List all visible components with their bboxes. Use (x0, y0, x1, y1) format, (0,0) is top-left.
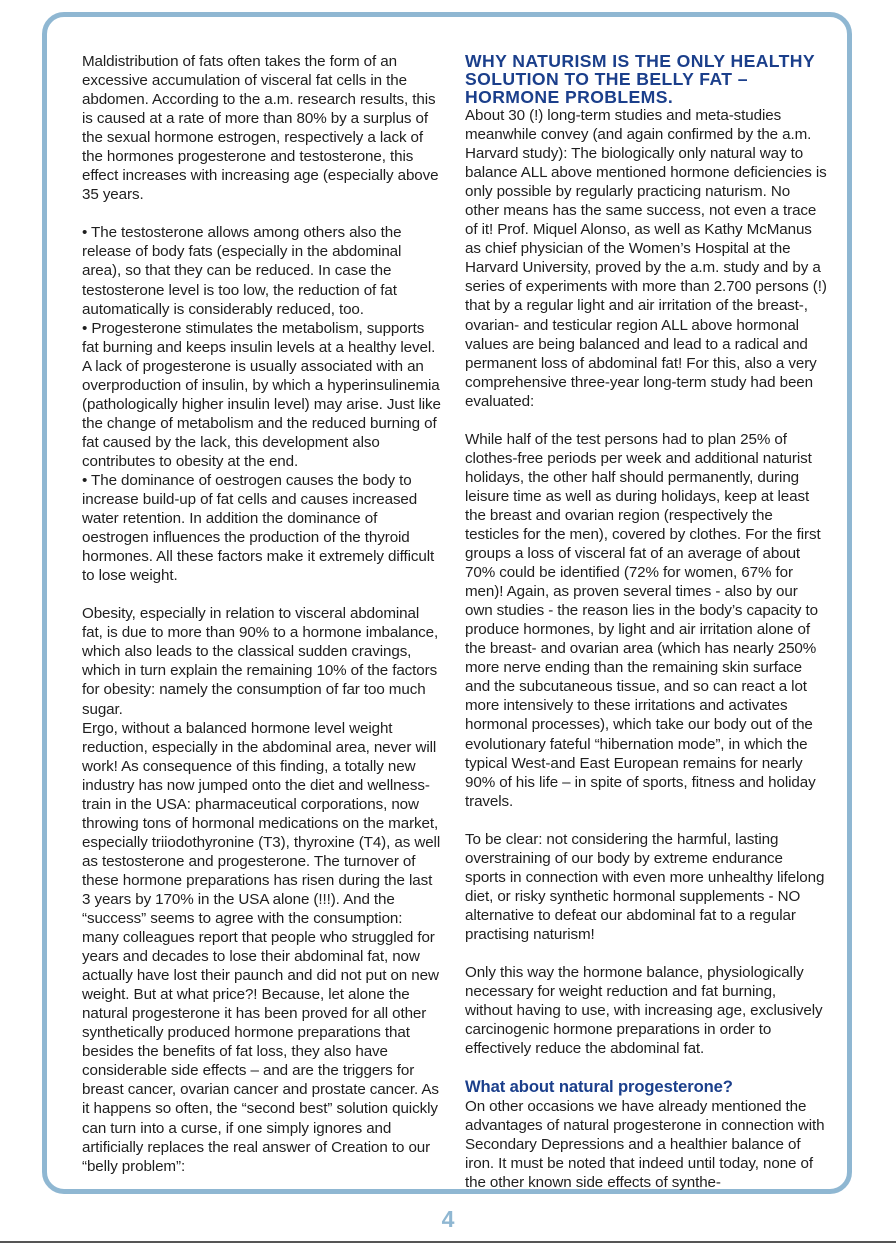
right-paragraph-4: Only this way the hormone balance, physiologically necessary for weight reduction and fat burning, without having to use, with increasing age, exclusively carcinogenic hormone preparations in order to effectively reduce the abdominal fat. (465, 963, 823, 1058)
right-paragraph-5: On other occasions we have already mentioned the advantages of natural progesterone in connection with Secondary Depressions and a healthier balance of iron. It must be noted that indeed until today, none of the other known side effects of synthe- (465, 1098, 825, 1192)
bottom-rule (0, 1241, 896, 1243)
right-paragraph-2: While half of the test persons had to plan 25% of clothes-free periods per week and additional naturist holidays, the other half should permanently, during leisure time as well as during holidays, keep at least the breast and ovarian region (respectively the testicles for the men), covered by clothes. For the first groups a loss of visceral fat of an average of about 70% could be identified (72% for women, 67% for men)! Again, as proven several times - also by our own studies - the reason lies in the body’s capacity to produce hormones, by light and air irritation alone of the breast- and ovarian area (which has nearly 250% more nerve ending than the remaining skin surface and the subcutaneous tissue, and so can react a lot more intensively to these irritations and activates hormonal processes), which take our body out of the evolutionary fateful “hibernation mode”, in which the typical West-and East European remains for nearly 90% of his life – in spite of sports, fitness and holiday travels. (465, 430, 821, 810)
left-column (82, 52, 442, 1195)
right-paragraph-1: About 30 (!) long-term studies and meta-studies meanwhile convey (and again confirmed by the a.m. Harvard study): The biologically only natural way to balance ALL above mentioned hormone deficiencies is only possible by regularly practicing naturism. No other means has the same success, not even a trace of it! Prof. Miquel Alonso, as well as Kathy McManus as chief physician of the Women’s Hospital at the Harvard University, proved by the a.m. study and by a series of experiments with more than 2.700 persons (!) that by a regular light and air irritation of the breast-, ovarian- and testicular region ALL above hormonal values are being balanced and lead to a radical and permanent loss of abdominal fat! For this, also a very comprehensive three-year long-term study had been evaluated: (465, 107, 827, 410)
right-column (465, 52, 827, 1192)
left-paragraph-3: Ergo, without a balanced hormone level weight reduction, especially in the abdominal area, never will work! As consequence of this finding, a totally new industry has now jumped onto the diet and wellness-train in the USA: pharmaceutical corporations, now throwing tons of hormonal medications on the market, especially triiodothyronine (T3), thyroxine (T4), as well as testosterone and progesterone. The turnover of these hormone preparations has risen during the last 3 years by 170% in the USA alone (!!!). And the “success” seems to agree with the consumption: many colleagues report that people who struggled for years and decades to lose their abdominal fat, now actually have lost their paunch and did not put on new weight. But at what price?! Because, let alone the natural progesterone it has been proved for all other synthetically produced hormone preparations that besides the benefits of fat loss, they also have considerable side effects – and are the triggers for breast cancer, ovarian cancer and prostate cancer. As it happens so often, the “second best” solution quickly can turn into a curse, if one simply ignores and artificially replaces the real answer of Creation to our “belly problem”: (82, 719, 441, 1175)
bullet-oestrogen: • The dominance of oestrogen causes the body to increase build-up of fat cells and causes increased water retention. In addition the dominance of oestrogen influences the production of the thyroid hormones. All these factors make it extremely difficult to lose weight. (82, 471, 435, 585)
left-paragraph-2: Obesity, especially in relation to visceral abdominal fat, is due to more than 90% to a hormone imbalance, which also leads to the classical sudden cravings, which in turn explain the remaining 10% of the factors for obesity: namely the consumption of far too much sugar. (82, 605, 439, 718)
section-heading: WHY NATURISM IS THE ONLY HEALTHY SOLUTION TO THE BELLY FAT – HORMONE PROBLEMS. (465, 51, 815, 107)
bullet-testosterone: • The testosterone allows among others also the release of body fats (especially in the abdominal area), so that they can be reduced. In case the testosterone level is too low, the reduction of fat automatically is considerably reduced, too. (82, 224, 402, 318)
bullet-progesterone: • Progesterone stimulates the metabolism, supports fat burning and keeps insulin levels at a healthy level. A lack of progesterone is usually associated with an overproduction of insulin, by which a hyperinsulinemia (pathologically higher insulin level) may arise. Just like the change of metabolism and the reduced burning of fat caused by the lack, this development also contributes to obesity at the end. (82, 319, 441, 470)
progesterone-subheading: What about natural progesterone? (465, 1077, 733, 1097)
right-paragraph-3: To be clear: not considering the harmful, lasting overstraining of our body by extreme endurance sports in connection with even more unhealthy lifelong diet, or risky synthetic hormonal supplements - NO alternative to defeat our abdominal fat to a regular practising naturism! (465, 830, 825, 943)
left-paragraph-1: Maldistribution of fats often takes the form of an excessive accumulation of visceral fat cells in the abdomen. According to the a.m. research results, this is caused at a rate of more than 80% by a surplus of the sexual hormone estrogen, respectively a lack of the hormones progesterone and testosterone, this effect increases with increasing age (especially above 35 years. (82, 53, 439, 204)
page-number: 4 (441, 1206, 455, 1232)
